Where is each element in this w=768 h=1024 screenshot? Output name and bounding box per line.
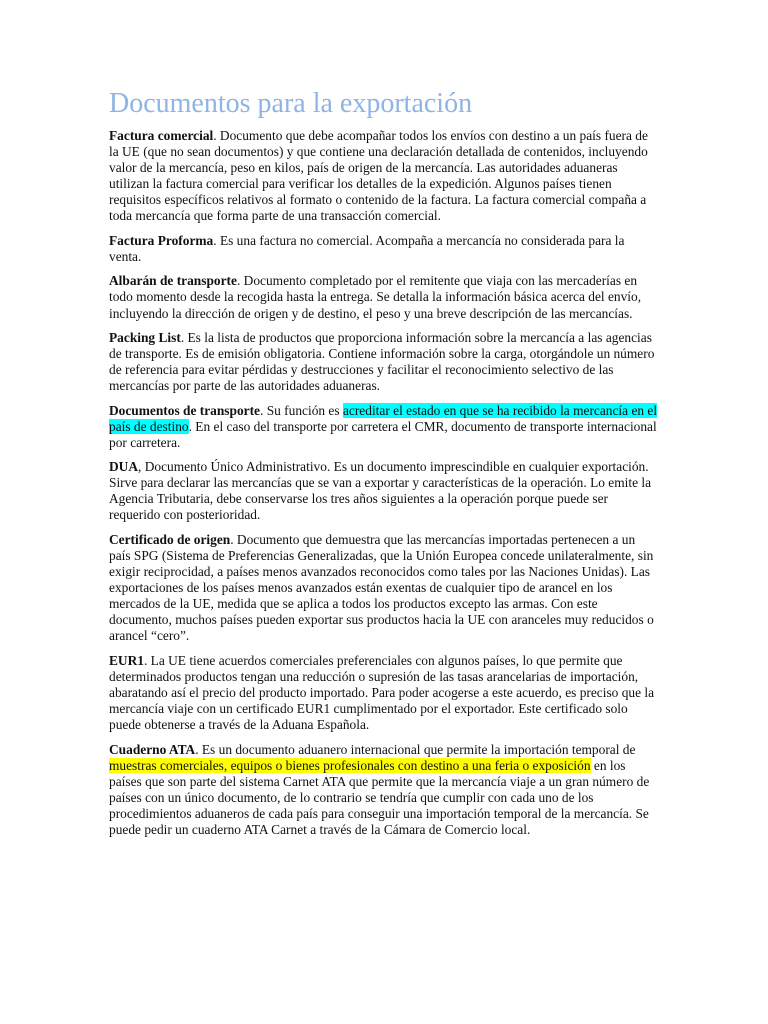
section-text-before: . Su función es bbox=[260, 402, 343, 418]
section-text: . Documento que debe acompañar todos los envíos con destino a un país fuera de la UE (que no sean documentos) y que contiene una declaración detallada de contenidos, incluyendo valor de la mercancía, peso en kilos, país de origen de la mercancía. Las autoridades aduaneras utilizan la factura comercial para verificar los detalles de la expedición. Algunos países tienen requisitos específicos relativos al formato o contenido de la factura. La factura comercial compaña a toda mercancía que forma parte de una transacción comercial. bbox=[109, 128, 648, 224]
section-dua bbox=[109, 459, 660, 523]
section-documentos-de-transporte bbox=[109, 403, 660, 451]
section-term: Certificado de origen bbox=[109, 531, 231, 547]
section-term: Documentos de transporte bbox=[109, 402, 260, 418]
section-term: Factura comercial bbox=[109, 128, 214, 143]
section-text: , Documento Único Administrativo. Es un documento imprescindible en cualquier exportación. Sirve para declarar las mercancías que se van a exportar y características de la operación. Lo emite la Agencia Tributaria, debe conservarse los tres años siguientes a la operación porque puede ser requerido con posterioridad. bbox=[109, 459, 652, 523]
section-text: . La UE tiene acuerdos comerciales preferenciales con algunos países, lo que permite que determinados productos tengan una reducción o supresión de las tasas arancelarias de importación, abaratando así el precio del producto importado. Para poder acogerse a este acuerdo, es preciso que la mercancía viaje con un certificado EUR1 cumplimentado por el exportador. Este certificado solo puede obtenerse a través de la Aduana Española. bbox=[109, 652, 655, 733]
section-text-after: en los países que son parte del sistema Carnet ATA que permite que la mercancía viaje a un gran número de países con un único documento, de lo contrario se tendría que cumplir con cada uno de los procedimientos aduaneros de cada país para conseguir una importación temporal de la mercancía. Se puede pedir un cuaderno ATA Carnet a través de la Cámara de Comercio local. bbox=[109, 757, 650, 838]
section-text-before: . Es un documento aduanero internacional que permite la importación temporal de bbox=[195, 741, 636, 757]
section-term: Albarán de transporte bbox=[109, 273, 237, 289]
section-text: . Es una factura no comercial. Acompaña a mercancía no considerada para la venta. bbox=[109, 232, 625, 264]
section-term: DUA bbox=[109, 459, 139, 475]
section-text: . Documento completado por el remitente que viaja con las mercaderías en todo momento desde la recogida hasta la entrega. Se detalla la información básica acerca del envío, incluyendo la dirección de origen y de destino, el peso y una breve descripción de las mercancías. bbox=[109, 273, 642, 321]
section-certificado-de-origen bbox=[109, 532, 660, 645]
section-text: . Documento que demuestra que las mercancías importadas pertenecen a un país SPG (Sistema de Preferencias Generalizadas, que la Unión Europea concede unilateralmente, sin exigir reciprocidad, a países menos avanzados reconocidos como tales por las Naciones Unidas). Las exportaciones de los países menos avanzados están exentas de cualquier tipo de arancel en los mercados de la UE, medida que se aplica a todos los productos excepto las armas. Con este documento, muchos países pueden exportar sus productos hacia la UE con aranceles muy reducidos o arancel “cero”. bbox=[109, 531, 654, 644]
section-text: . Es la lista de productos que proporciona información sobre la mercancía a las agencias de transporte. Es de emisión obligatoria. Contiene información sobre la carga, otorgándole un número de referencia para evitar pérdidas y destrucciones y facilitar el reconocimiento selectivo de las mercancías por parte de las autoridades aduaneras. bbox=[109, 329, 655, 394]
document-page bbox=[109, 86, 660, 846]
section-eur1 bbox=[109, 653, 660, 733]
section-term: Factura Proforma bbox=[109, 232, 214, 248]
section-factura-comercial bbox=[109, 128, 660, 225]
section-term: Packing List bbox=[109, 329, 181, 345]
highlighted-text: acreditar el estado en que se ha recibido la mercancía en el país de destino bbox=[109, 402, 658, 434]
section-text-after: . En el caso del transporte por carretera el CMR, documento de transporte internacional por carretera. bbox=[109, 418, 657, 450]
highlighted-text: muestras comerciales, equipos o bienes profesionales con destino a una feria o exposición bbox=[109, 757, 591, 773]
section-albaran-de-transporte bbox=[109, 273, 660, 321]
section-factura-proforma bbox=[109, 233, 660, 265]
document-title: Documentos para la exportación bbox=[109, 88, 473, 119]
section-cuaderno-ata bbox=[109, 742, 660, 839]
section-term: Cuaderno ATA bbox=[109, 741, 196, 757]
section-packing-list bbox=[109, 330, 660, 394]
section-term: EUR1 bbox=[109, 652, 144, 668]
